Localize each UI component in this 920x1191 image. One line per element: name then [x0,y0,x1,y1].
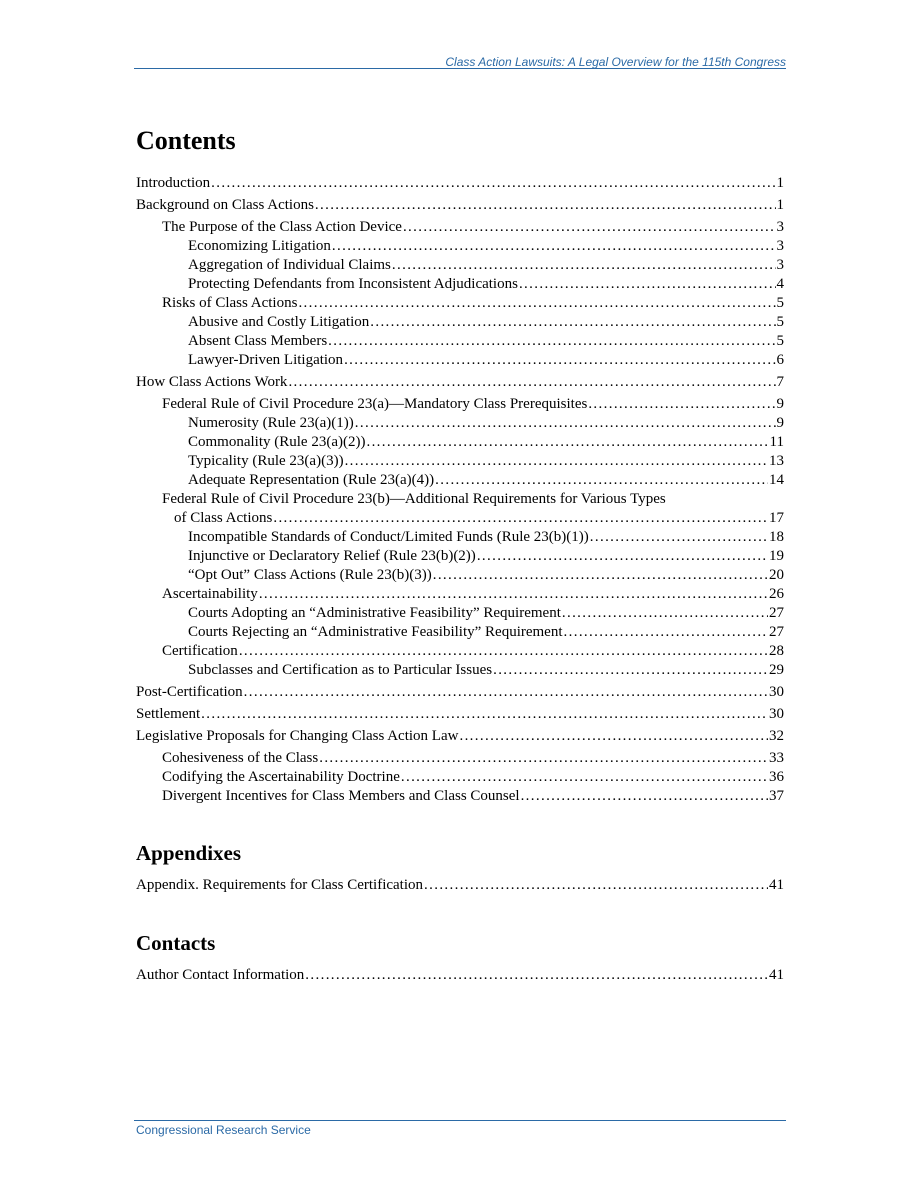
dot-leader [211,174,775,193]
toc-entry[interactable] [136,768,784,787]
toc-entry-title: Abusive and Costly Litigation [188,314,370,330]
dot-leader [370,313,775,332]
toc-page-number: 3 [776,238,784,254]
toc-page-number: 17 [769,510,784,526]
contacts-heading: Contacts [136,931,216,955]
dot-leader [519,275,776,294]
toc-page-number: 37 [769,788,784,804]
dot-leader [562,604,768,623]
toc-page-number: 4 [776,276,784,292]
toc-entry[interactable] [136,749,784,768]
toc-page-number: 30 [769,684,784,700]
toc-entry-title: Courts Rejecting an “Administrative Feasibility” Requirement [188,624,563,640]
toc-entry-title: Ascertainability [162,586,258,602]
appendixes-heading: Appendixes [136,841,242,865]
dot-leader [244,683,768,702]
dot-leader [305,966,768,985]
toc-entry[interactable] [136,585,784,604]
toc-page-number: 5 [776,333,784,349]
dot-leader [298,294,775,313]
contents-list [136,174,784,806]
dot-leader [315,196,776,215]
dot-leader [344,351,775,370]
toc-page-number: 9 [776,415,784,431]
toc-entry[interactable] [136,528,784,547]
toc-page-number: 1 [776,175,784,191]
toc-entry[interactable] [136,876,784,895]
toc-entry-title: Settlement [136,706,201,722]
toc-entry-title-continued: of Class Actions [174,510,273,526]
toc-page-number: 13 [769,453,784,469]
toc-entry-title: Appendix. Requirements for Class Certification [136,877,424,893]
toc-entry-title: Divergent Incentives for Class Members and Class Counsel [162,788,520,804]
toc-entry-title: Certification [162,643,238,659]
toc-page-number: 30 [769,706,784,722]
toc-entry[interactable] [136,237,784,256]
toc-entry-title: Aggregation of Individual Claims [188,257,391,273]
dot-leader [328,332,775,351]
toc-page-number: 33 [769,750,784,766]
toc-entry[interactable] [136,373,784,392]
dot-leader [366,433,768,452]
toc-page-number: 27 [769,605,784,621]
toc-entry-title: Adequate Representation (Rule 23(a)(4)) [188,472,435,488]
toc-page-number: 20 [769,567,784,583]
toc-entry[interactable] [136,683,784,702]
toc-entry-title: Protecting Defendants from Inconsistent Adjudications [188,276,518,292]
toc-page-number: 29 [769,662,784,678]
toc-entry-title: Typicality (Rule 23(a)(3)) [188,453,344,469]
toc-page-number: 6 [776,352,784,368]
toc-entry[interactable] [136,294,784,313]
appendixes-list [136,876,784,895]
toc-page-number: 32 [769,728,784,744]
toc-entry-title: Lawyer-Driven Litigation [188,352,344,368]
toc-entry-title: Background on Class Actions [136,197,314,213]
toc-entry-title: Introduction [136,175,211,191]
toc-entry[interactable] [136,275,784,294]
dot-leader [588,395,775,414]
toc-entry[interactable] [136,174,784,193]
dot-leader [355,414,776,433]
toc-entry-title: Injunctive or Declaratory Relief (Rule 23(b)(2)) [188,548,476,564]
toc-entry[interactable] [136,218,784,237]
toc-entry[interactable] [136,547,784,566]
toc-entry[interactable] [136,661,784,680]
toc-entry[interactable] [136,452,784,471]
dot-leader [239,642,768,661]
dot-leader [259,585,768,604]
toc-entry[interactable] [136,727,784,746]
toc-entry-title: Absent Class Members [188,333,328,349]
toc-entry[interactable] [136,642,784,661]
running-header: Class Action Lawsuits: A Legal Overview for the 115th Congress [445,55,786,69]
dot-leader [403,218,776,237]
toc-page-number: 19 [769,548,784,564]
toc-page-number: 26 [769,586,784,602]
contacts-list [136,966,784,985]
toc-entry-title: Codifying the Ascertainability Doctrine [162,769,400,785]
dot-leader [273,509,768,528]
toc-page-number: 18 [769,529,784,545]
toc-entry-title: “Opt Out” Class Actions (Rule 23(b)(3)) [188,567,432,583]
toc-page-number: 5 [776,295,784,311]
toc-entry[interactable] [136,414,784,433]
toc-entry[interactable] [136,351,784,370]
dot-leader [459,727,768,746]
toc-page-number: 14 [769,472,784,488]
toc-entry-title: Courts Adopting an “Administrative Feasibility” Requirement [188,605,561,621]
dot-leader [424,876,768,895]
toc-entry-title: Cohesiveness of the Class [162,750,319,766]
dot-leader [288,373,775,392]
dot-leader [392,256,776,275]
toc-entry-title: Subclasses and Certification as to Particular Issues [188,662,493,678]
toc-page-number: 28 [769,643,784,659]
toc-entry[interactable] [136,705,784,724]
toc-entry-title: Numerosity (Rule 23(a)(1)) [188,415,354,431]
dot-leader [345,452,768,471]
toc-entry[interactable] [136,196,784,215]
dot-leader [332,237,776,256]
dot-leader [521,787,768,806]
toc-entry[interactable] [136,256,784,275]
toc-page-number: 3 [776,219,784,235]
footer-rule [134,1120,786,1121]
toc-page-number: 11 [769,434,784,450]
toc-entry-title: Risks of Class Actions [162,295,298,311]
toc-entry[interactable] [136,313,784,332]
toc-page-number: 41 [769,967,784,983]
dot-leader [590,528,768,547]
toc-entry[interactable] [136,623,784,642]
toc-entry[interactable] [136,566,784,585]
toc-entry-title: Incompatible Standards of Conduct/Limited Funds (Rule 23(b)(1)) [188,529,589,545]
toc-entry-title: Author Contact Information [136,967,305,983]
dot-leader [477,547,768,566]
toc-page-number: 5 [776,314,784,330]
toc-entry[interactable] [136,332,784,351]
toc-page-number: 1 [776,197,784,213]
dot-leader [401,768,768,787]
toc-entry-title: Federal Rule of Civil Procedure 23(b)—Additional Requirements for Various Types [162,491,666,507]
toc-page [136,124,784,985]
dot-leader [201,705,768,724]
dot-leader [435,471,768,490]
toc-entry-title: Legislative Proposals for Changing Class Action Law [136,728,459,744]
toc-page-number: 3 [776,257,784,273]
toc-page-number: 36 [769,769,784,785]
header-rule [134,68,786,69]
toc-entry-title: Economizing Litigation [188,238,331,254]
dot-leader [433,566,768,585]
toc-page-number: 9 [776,396,784,412]
toc-entry[interactable] [136,471,784,490]
dot-leader [319,749,768,768]
dot-leader [493,661,768,680]
toc-entry[interactable] [136,433,784,452]
toc-entry[interactable] [136,604,784,623]
toc-entry[interactable] [136,490,784,528]
toc-entry-title: The Purpose of the Class Action Device [162,219,402,235]
toc-page-number: 41 [769,877,784,893]
dot-leader [564,623,768,642]
toc-entry[interactable] [136,966,784,985]
toc-entry-title: Federal Rule of Civil Procedure 23(a)—Mandatory Class Prerequisites [162,396,588,412]
toc-entry[interactable] [136,395,784,414]
toc-entry-title: Commonality (Rule 23(a)(2)) [188,434,366,450]
toc-entry-title: Post-Certification [136,684,243,700]
footer-source: Congressional Research Service [136,1123,311,1137]
toc-entry[interactable] [136,787,784,806]
toc-page-number: 27 [769,624,784,640]
toc-page-number: 7 [776,374,784,390]
contents-heading: Contents [136,126,236,155]
toc-entry-title: How Class Actions Work [136,374,288,390]
